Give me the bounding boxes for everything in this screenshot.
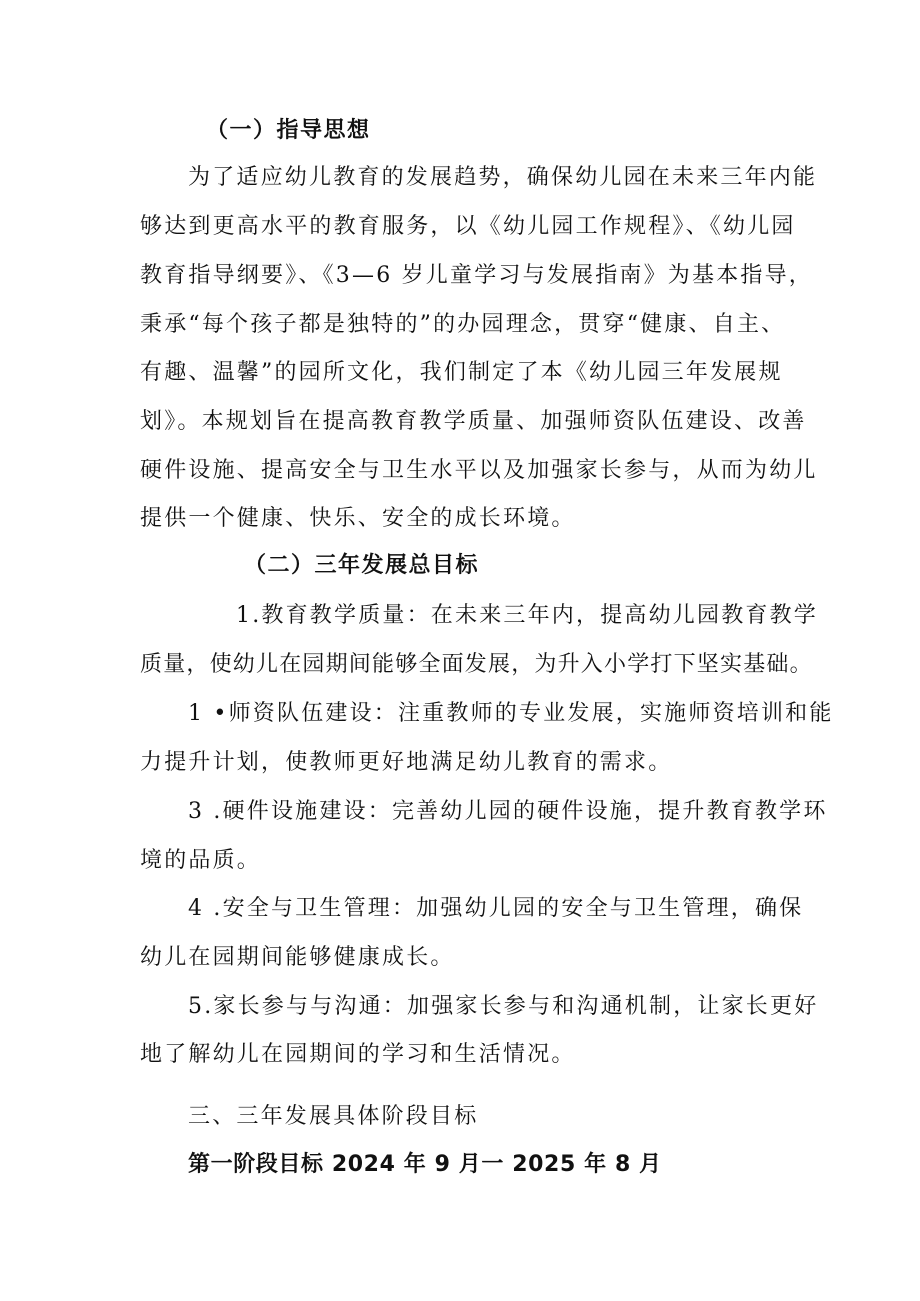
heading-stage-goals: 三、三年发展具体阶段目标 xyxy=(188,1104,479,1129)
goal4-line-1: 4 .安全与卫生管理：加强幼儿园的安全与卫生管理，确保 xyxy=(188,896,804,921)
goal5-line-2: 地了解幼儿在园期间的学习和生活情况。 xyxy=(140,1042,576,1067)
para1-line-6: 划》。本规划旨在提高教育教学质量、加强师资队伍建设、改善 xyxy=(140,409,807,434)
heading-guiding-thought: （一）指导思想 xyxy=(206,118,371,143)
para1-line-2: 够达到更高水平的教育服务，以《幼儿园工作规程》、《幼儿园 xyxy=(140,214,796,239)
para1-line-8: 提供一个健康、快乐、安全的成长环境。 xyxy=(140,506,576,531)
goal2-line-1: 1 •师资队伍建设：注重教师的专业发展，实施师资培训和能 xyxy=(188,701,834,726)
para1-line-7: 硬件设施、提高安全与卫生水平以及加强家长参与，从而为幼儿 xyxy=(140,458,818,483)
stage1-title: 第一阶段目标 2024 年 9 月一 2025 年 8 月 xyxy=(188,1152,662,1177)
goal5-line-1: 5.家长参与与沟通：加强家长参与和沟通机制，让家长更好 xyxy=(188,994,819,1019)
goal3-line-1: 3 .硬件设施建设：完善幼儿园的硬件设施，提升教育教学环 xyxy=(188,799,828,824)
heading-three-year-goals: （二）三年发展总目标 xyxy=(244,553,480,578)
para1-line-5: 有趣、温馨”的园所文化，我们制定了本《幼儿园三年发展规 xyxy=(140,360,783,385)
goal4-line-2: 幼儿在园期间能够健康成长。 xyxy=(140,945,455,970)
para1-line-4: 秉承“每个孩子都是独特的”的办园理念，贯穿“健康、自主、 xyxy=(140,312,786,337)
goal1-line-2: 质量，使幼儿在园期间能够全面发展，为升入小学打下坚实基础。 xyxy=(140,652,813,677)
para1-line-1: 为了适应幼儿教育的发展趋势，确保幼儿园在未来三年内能 xyxy=(188,165,818,190)
goal3-line-2: 境的品质。 xyxy=(140,848,262,873)
goal1-line-1: 1.教育教学质量：在未来三年内，提高幼儿园教育教学 xyxy=(236,603,818,628)
goal2-line-2: 力提升计划，使教师更好地满足幼儿教育的需求。 xyxy=(140,750,673,775)
para1-line-3: 教育指导纲要》、《3—6 岁儿童学习与发展指南》为基本指导， xyxy=(140,263,813,288)
